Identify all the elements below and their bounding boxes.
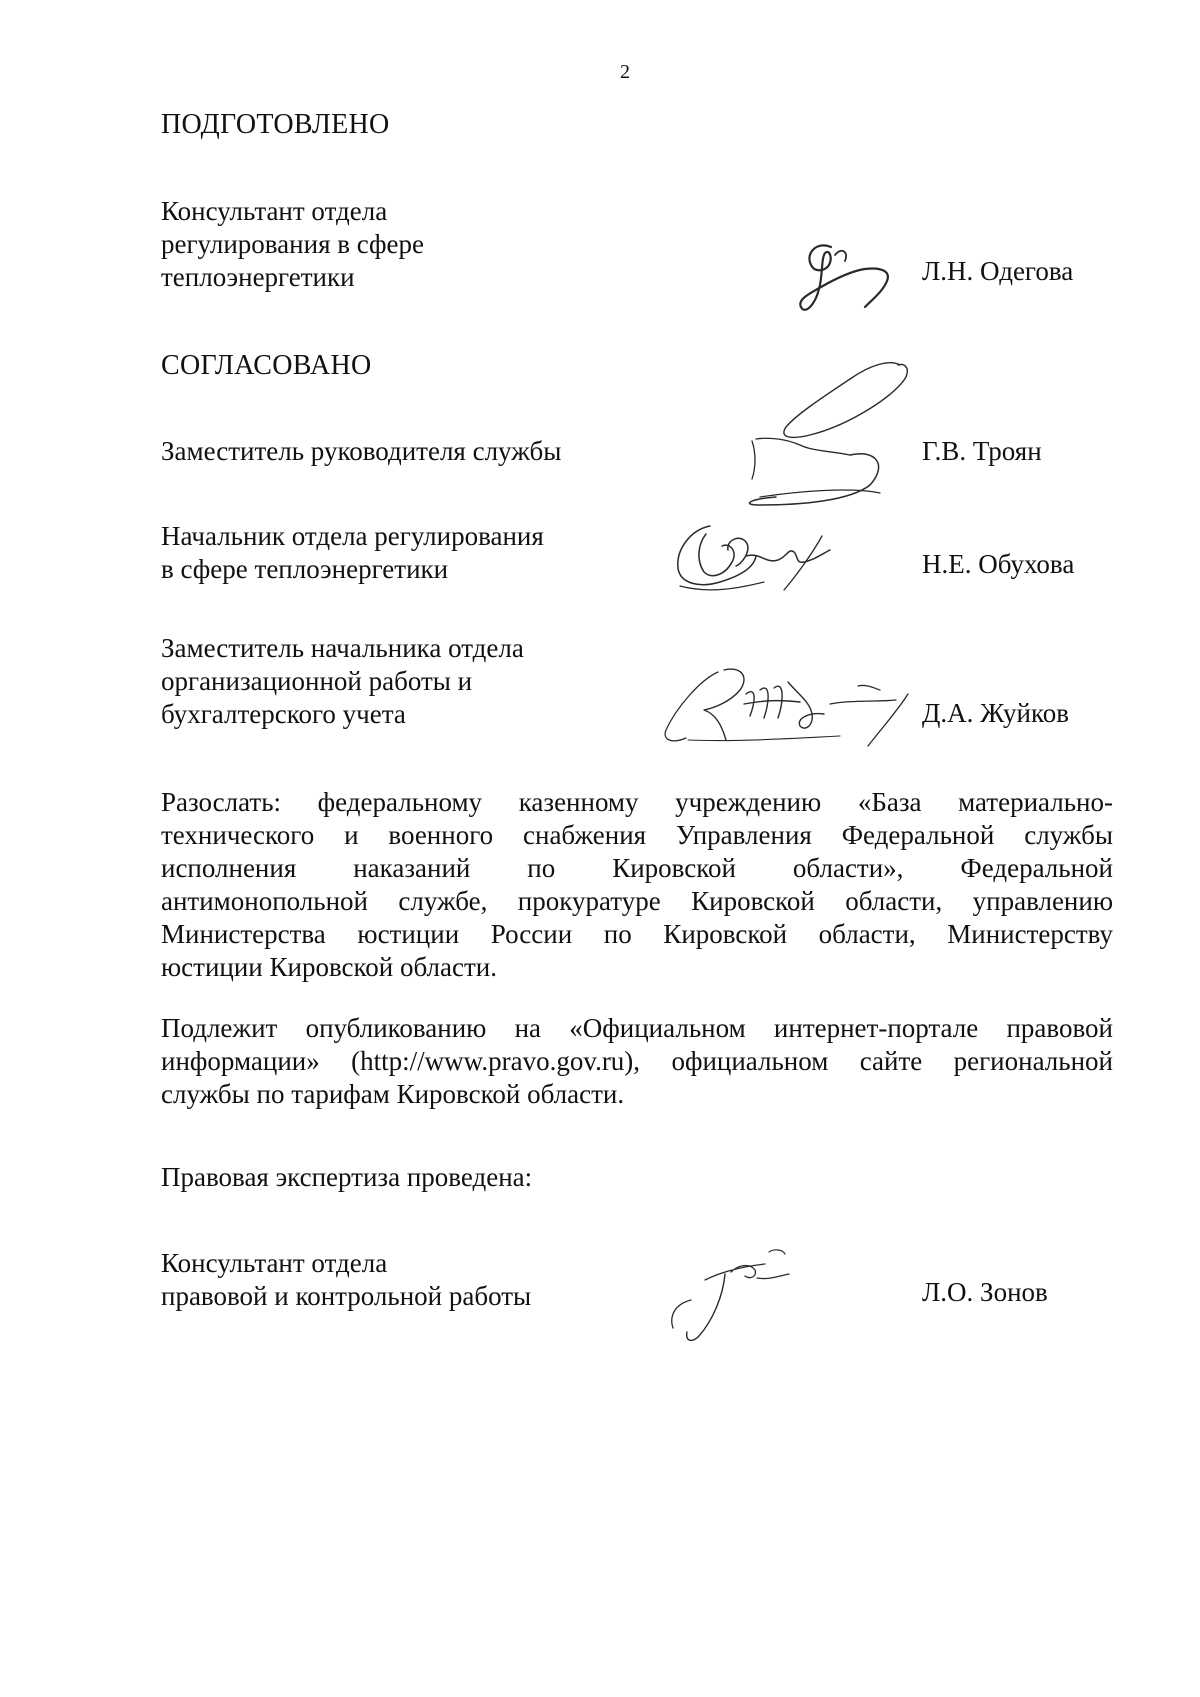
distribution-line: Разослать: федеральному казенному учреждению «База материально-	[161, 787, 1113, 817]
legal-review-position-line: правовой и контрольной работы	[161, 1281, 532, 1311]
prepared-heading: ПОДГОТОВЛЕНО	[161, 109, 390, 140]
signatory-position-line: в сфере теплоэнергетики	[161, 554, 449, 584]
prepared-position-line: регулирования в сфере	[161, 229, 425, 259]
signatory-position-line: организационной работы и	[161, 666, 473, 696]
agreed-heading: СОГЛАСОВАНО	[161, 350, 372, 381]
page-number: 2	[620, 61, 630, 83]
distribution-line: антимонопольной службе, прокуратуре Кировской области, управлению	[161, 886, 1113, 916]
prepared-position-line: Консультант отдела	[161, 196, 388, 226]
signatory-position-line: Начальник отдела регулирования	[161, 521, 544, 551]
distribution-line: технического и военного снабжения Управления Федеральной службы	[161, 820, 1113, 850]
signatory-position	[161, 632, 524, 731]
distribution-line: исполнения наказаний по Кировской области», Федеральной	[161, 853, 1113, 883]
signatory-position	[161, 435, 561, 468]
publication-line: информации» (http://www.pravo.gov.ru), официальном сайте региональной	[161, 1046, 1113, 1076]
legal-review-heading: Правовая экспертиза проведена:	[161, 1162, 533, 1192]
distribution-paragraph	[161, 786, 1113, 984]
signatory-name: Н.Е. Обухова	[922, 549, 1075, 579]
publication-line: службы по тарифам Кировской области.	[161, 1079, 625, 1109]
prepared-position-line: теплоэнергетики	[161, 262, 355, 292]
signatory-name: Г.В. Троян	[922, 436, 1042, 466]
legal-review-position-line: Консультант отдела	[161, 1248, 388, 1278]
signatory-position-line: Заместитель начальника отдела	[161, 633, 524, 663]
signature-zhuykov	[660, 660, 920, 750]
signatory-position-line: Заместитель руководителя службы	[161, 436, 562, 466]
signature-zonov	[665, 1240, 815, 1350]
prepared-position	[161, 195, 424, 294]
legal-review-name: Л.О. Зонов	[922, 1277, 1048, 1307]
signature-odegova	[795, 235, 905, 320]
publication-line: Подлежит опубликованию на «Официальном интернет-портале правовой	[161, 1013, 1113, 1043]
signatory-position-line: бухгалтерского учета	[161, 699, 406, 729]
signatory-name: Д.А. Жуйков	[922, 698, 1069, 728]
prepared-name: Л.Н. Одегова	[922, 256, 1074, 286]
legal-review-position	[161, 1247, 531, 1313]
signature-troyan	[700, 355, 920, 515]
distribution-line: юстиции Кировской области.	[161, 952, 497, 982]
signature-obukhova	[670, 520, 850, 600]
publication-paragraph	[161, 1012, 1113, 1111]
distribution-line: Министерства юстиции России по Кировской области, Министерству	[161, 919, 1113, 949]
signatory-position	[161, 520, 544, 586]
